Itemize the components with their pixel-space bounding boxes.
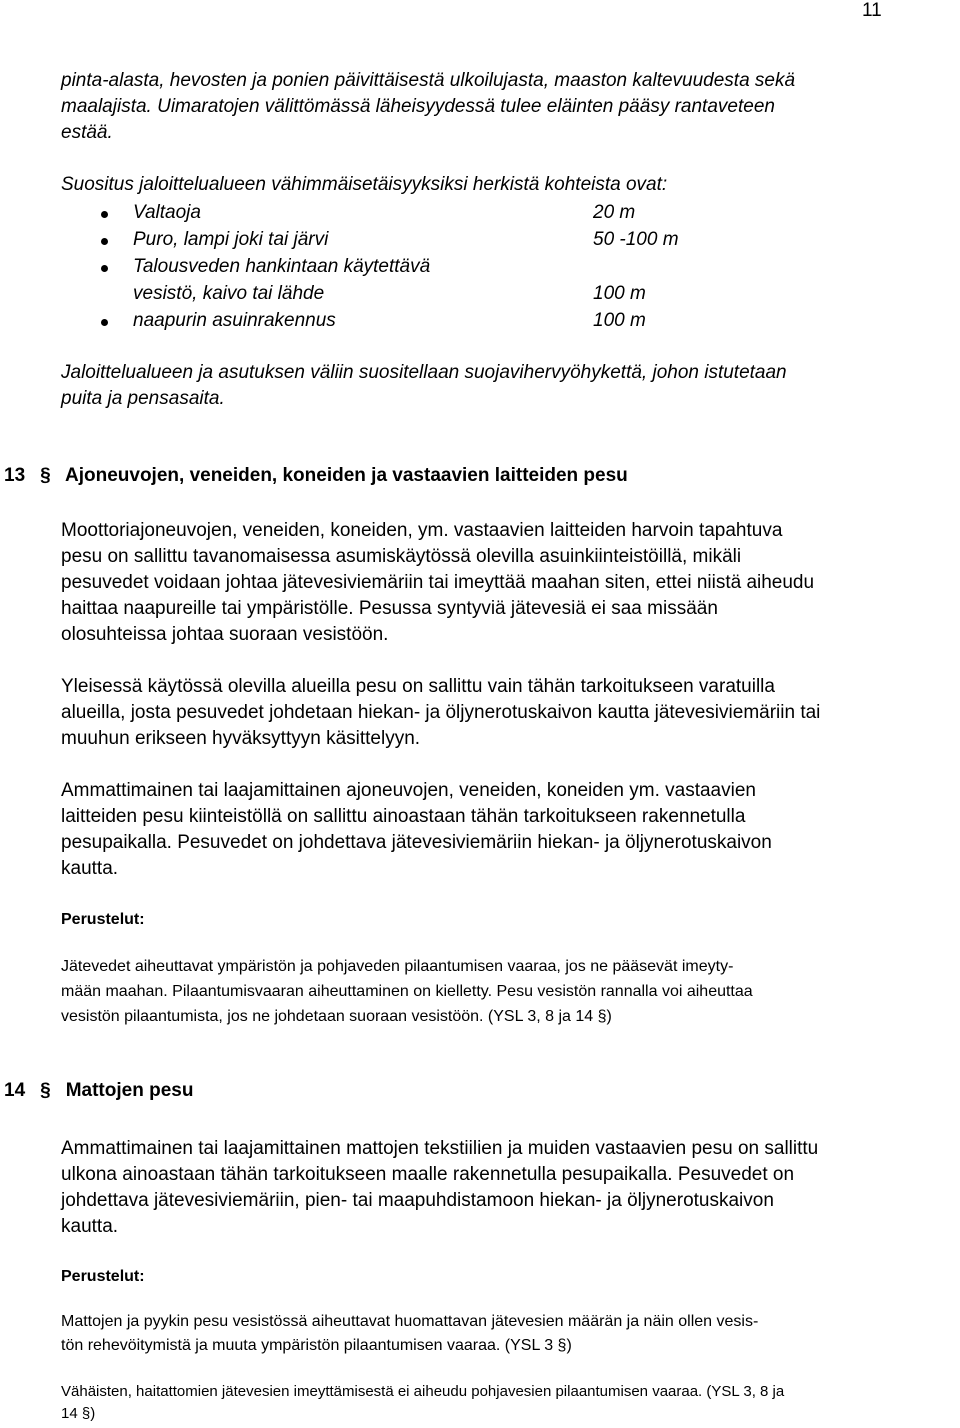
paragraph-line: johdettava jätevesiviemäriin, pien- tai maapuhdistamoon hiekan- ja öljynerotuskaivon (61, 1190, 774, 1211)
intro-line: pinta-alasta, hevosten ja ponien päivittäisestä ulkoilujasta, maaston kaltevuudesta sekä (61, 70, 796, 91)
bullet-icon (101, 265, 108, 272)
section-title: Mattojen pesu (65, 1080, 194, 1101)
section-number: 14 (4, 1080, 26, 1101)
rationale-line: Mattojen ja pyykin pesu vesistössä aiheuttavat huomattavan jätevesien määrän ja näin ollen vesis- (61, 1313, 759, 1330)
paragraph-line: pesuvedet voidaan johtaa jätevesiviemäriin tai imeyttää maahan siten, ettei niistä aiheudu (61, 572, 815, 593)
distance-value: 100 m (593, 283, 646, 304)
paragraph-line: haittaa naapureille tai ympäristölle. Pesussa syntyviä jätevesiä ei saa missään (61, 598, 718, 619)
paragraph-line: ulkona ainoastaan tähän tarkoitukseen maalle rakennetulla pesupaikalla. Pesuvedet on (61, 1164, 795, 1185)
distance-label: Valtaoja (133, 202, 201, 223)
paragraph-line: olosuhteissa johtaa suoraan vesistöön. (61, 624, 389, 645)
intro-line: estää. (61, 122, 113, 143)
distance-value: 20 m (593, 202, 636, 223)
paragraph-line: Moottoriajoneuvojen, veneiden, koneiden, ym. vastaavien laitteiden harvoin tapahtuva (61, 520, 783, 541)
buffer-line: puita ja pensasaita. (61, 388, 225, 409)
section-symbol: § (40, 465, 51, 486)
distance-label: vesistö, kaivo tai lähde (133, 283, 325, 304)
page-number: 11 (862, 0, 882, 21)
distance-label: naapurin asuinrakennus (133, 310, 336, 331)
paragraph-line: pesu on sallittu tavanomaisessa asumiskäytössä olevilla asuinkiinteistöillä, mikäli (61, 546, 742, 567)
paragraph-line: kautta. (61, 1216, 119, 1237)
rationale-label: Perustelut: (61, 911, 145, 928)
bullet-icon (101, 211, 108, 218)
rationale-line: tön rehevöitymistä ja muuta ympäristön pilaantumisen vaaraa. (YSL 3 §) (61, 1337, 572, 1354)
bullet-icon (101, 238, 108, 245)
paragraph-line: kautta. (61, 858, 119, 879)
paragraph-line: laitteiden pesu kiinteistöllä on sallittu ainoastaan tähän tarkoitukseen rakennetulla (61, 806, 746, 827)
bullet-icon (101, 319, 108, 326)
distance-value: 50 -100 m (593, 229, 679, 250)
paragraph-line: Ammattimainen tai laajamittainen mattojen tekstiilien ja muiden vastaavien pesu on sallittu (61, 1138, 819, 1159)
rationale-line: vesistön pilaantumista, jos ne johdetaan suoraan vesistöön. (YSL 3, 8 ja 14 §) (61, 1008, 612, 1025)
buffer-line: Jaloittelualueen ja asutuksen väliin suositellaan suojavihervyöhykettä, johon istutetaan (61, 362, 787, 383)
section-heading (4, 465, 628, 487)
rationale-label: Perustelut: (61, 1268, 145, 1285)
section-symbol: § (40, 1080, 51, 1101)
rationale-line: Jätevedet aiheuttavat ympäristön ja pohjaveden pilaantumisen vaaraa, jos ne pääsevät imeyty- (61, 958, 734, 975)
paragraph-line: pesupaikalla. Pesuvedet on johdettava jätevesiviemäriin hiekan- ja öljynerotuskaivon (61, 832, 772, 853)
intro-line: maalajista. Uimaratojen välittömässä läheisyydessä tulee eläinten pääsy rantaveteen (61, 96, 775, 117)
distance-label: Puro, lampi joki tai järvi (133, 229, 329, 250)
note-line: 14 §) (61, 1405, 96, 1422)
distance-value: 100 m (593, 310, 646, 331)
section-number: 13 (4, 465, 26, 486)
paragraph-line: Yleisessä käytössä olevilla alueilla pesu on sallittu vain tähän tarkoitukseen varatuilla (61, 676, 775, 697)
recommendation-intro: Suositus jaloittelualueen vähimmäisetäisyyksiksi herkistä kohteista ovat: (61, 174, 668, 195)
paragraph-line: Ammattimainen tai laajamittainen ajoneuvojen, veneiden, koneiden ym. vastaavien (61, 780, 756, 801)
section-title: Ajoneuvojen, veneiden, koneiden ja vastaavien laitteiden pesu (65, 465, 628, 486)
distance-label: Talousveden hankintaan käytettävä (133, 256, 431, 277)
paragraph-line: alueilla, josta pesuvedet johdetaan hiekan- ja öljynerotuskaivon kautta jätevesiviemäriin tai (61, 702, 821, 723)
section-heading (4, 1080, 193, 1102)
paragraph-line: muuhun erikseen hyväksyttyyn käsittelyyn. (61, 728, 421, 749)
note-line: Vähäisten, haitattomien jätevesien imeyttämisestä ei aiheudu pohjavesien pilaantumisen vaaraa. (YSL 3, 8 ja (61, 1383, 785, 1400)
rationale-line: mään maahan. Pilaantumisvaaran aiheuttaminen on kielletty. Pesu vesistön rannalla voi aiheuttaa (61, 983, 753, 1000)
